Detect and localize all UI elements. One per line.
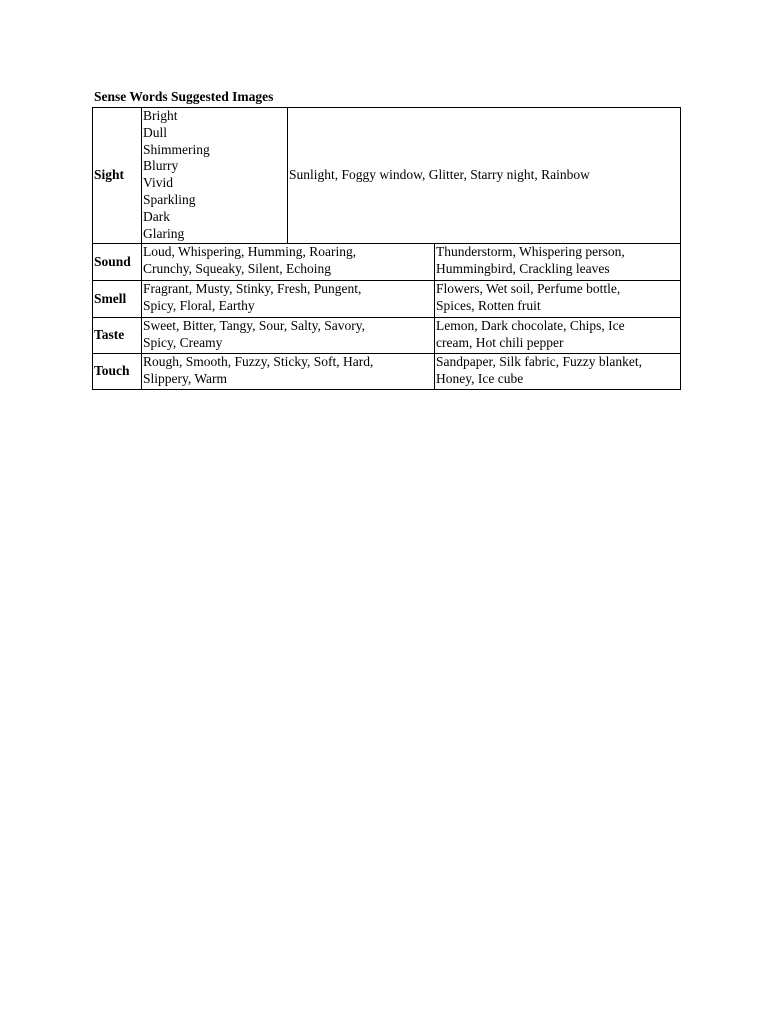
sound-words <box>141 244 435 280</box>
sight-words-list <box>141 108 288 243</box>
sound-images-line: Hummingbird, Crackling leaves <box>436 260 610 276</box>
touch-words <box>141 354 435 389</box>
taste-images <box>434 318 680 353</box>
taste-words-line: Spicy, Creamy <box>143 334 223 350</box>
sight-word: Bright <box>143 108 178 123</box>
touch-images-line: Honey, Ice cube <box>436 370 524 386</box>
touch-images-line: Sandpaper, Silk fabric, Fuzzy blanket, <box>436 354 643 369</box>
sight-word: Blurry <box>143 158 179 174</box>
sight-images <box>287 108 680 243</box>
smell-words-line: Fragrant, Musty, Stinky, Fresh, Pungent, <box>143 281 362 296</box>
smell-words-line: Spicy, Floral, Earthy <box>143 297 255 313</box>
taste-words <box>141 318 435 353</box>
sound-row <box>92 243 681 281</box>
smell-row <box>92 280 681 318</box>
sight-word: Glaring <box>143 225 185 241</box>
taste-images-line: Lemon, Dark chocolate, Chips, Ice <box>436 318 625 333</box>
sight-word: Vivid <box>143 175 173 191</box>
smell-images-line: Spices, Rotten fruit <box>436 297 541 313</box>
touch-words-line: Slippery, Warm <box>143 370 228 386</box>
sound-words-line: Crunchy, Squeaky, Silent, Echoing <box>143 260 331 276</box>
taste-words-line: Sweet, Bitter, Tangy, Sour, Salty, Savory, <box>143 318 365 333</box>
sight-word: Dark <box>143 208 170 224</box>
sight-word: Dull <box>143 124 168 140</box>
table-heading: Sense Words Suggested Images <box>94 89 274 104</box>
sound-words-line: Loud, Whispering, Humming, Roaring, <box>143 244 357 259</box>
sense-label-smell: Smell <box>94 290 127 306</box>
smell-words <box>141 281 435 317</box>
touch-images <box>434 354 680 389</box>
sight-images-text: Sunlight, Foggy window, Glitter, Starry night, Rainbow <box>289 167 590 183</box>
sound-images-line: Thunderstorm, Whispering person, <box>436 244 625 259</box>
taste-row <box>92 317 681 354</box>
sight-row <box>92 107 681 244</box>
sight-word: Shimmering <box>143 141 210 157</box>
sense-label-sight: Sight <box>94 167 125 183</box>
sight-word: Sparkling <box>143 191 196 207</box>
touch-words-line: Rough, Smooth, Fuzzy, Sticky, Soft, Hard, <box>143 354 374 369</box>
sense-label-taste: Taste <box>94 327 125 343</box>
sense-label-touch: Touch <box>94 363 130 379</box>
smell-images-line: Flowers, Wet soil, Perfume bottle, <box>436 281 621 296</box>
touch-row <box>92 353 681 390</box>
sound-images <box>434 244 680 280</box>
taste-images-line: cream, Hot chili pepper <box>436 334 564 350</box>
smell-images <box>434 281 680 317</box>
sense-label-sound: Sound <box>94 253 131 269</box>
